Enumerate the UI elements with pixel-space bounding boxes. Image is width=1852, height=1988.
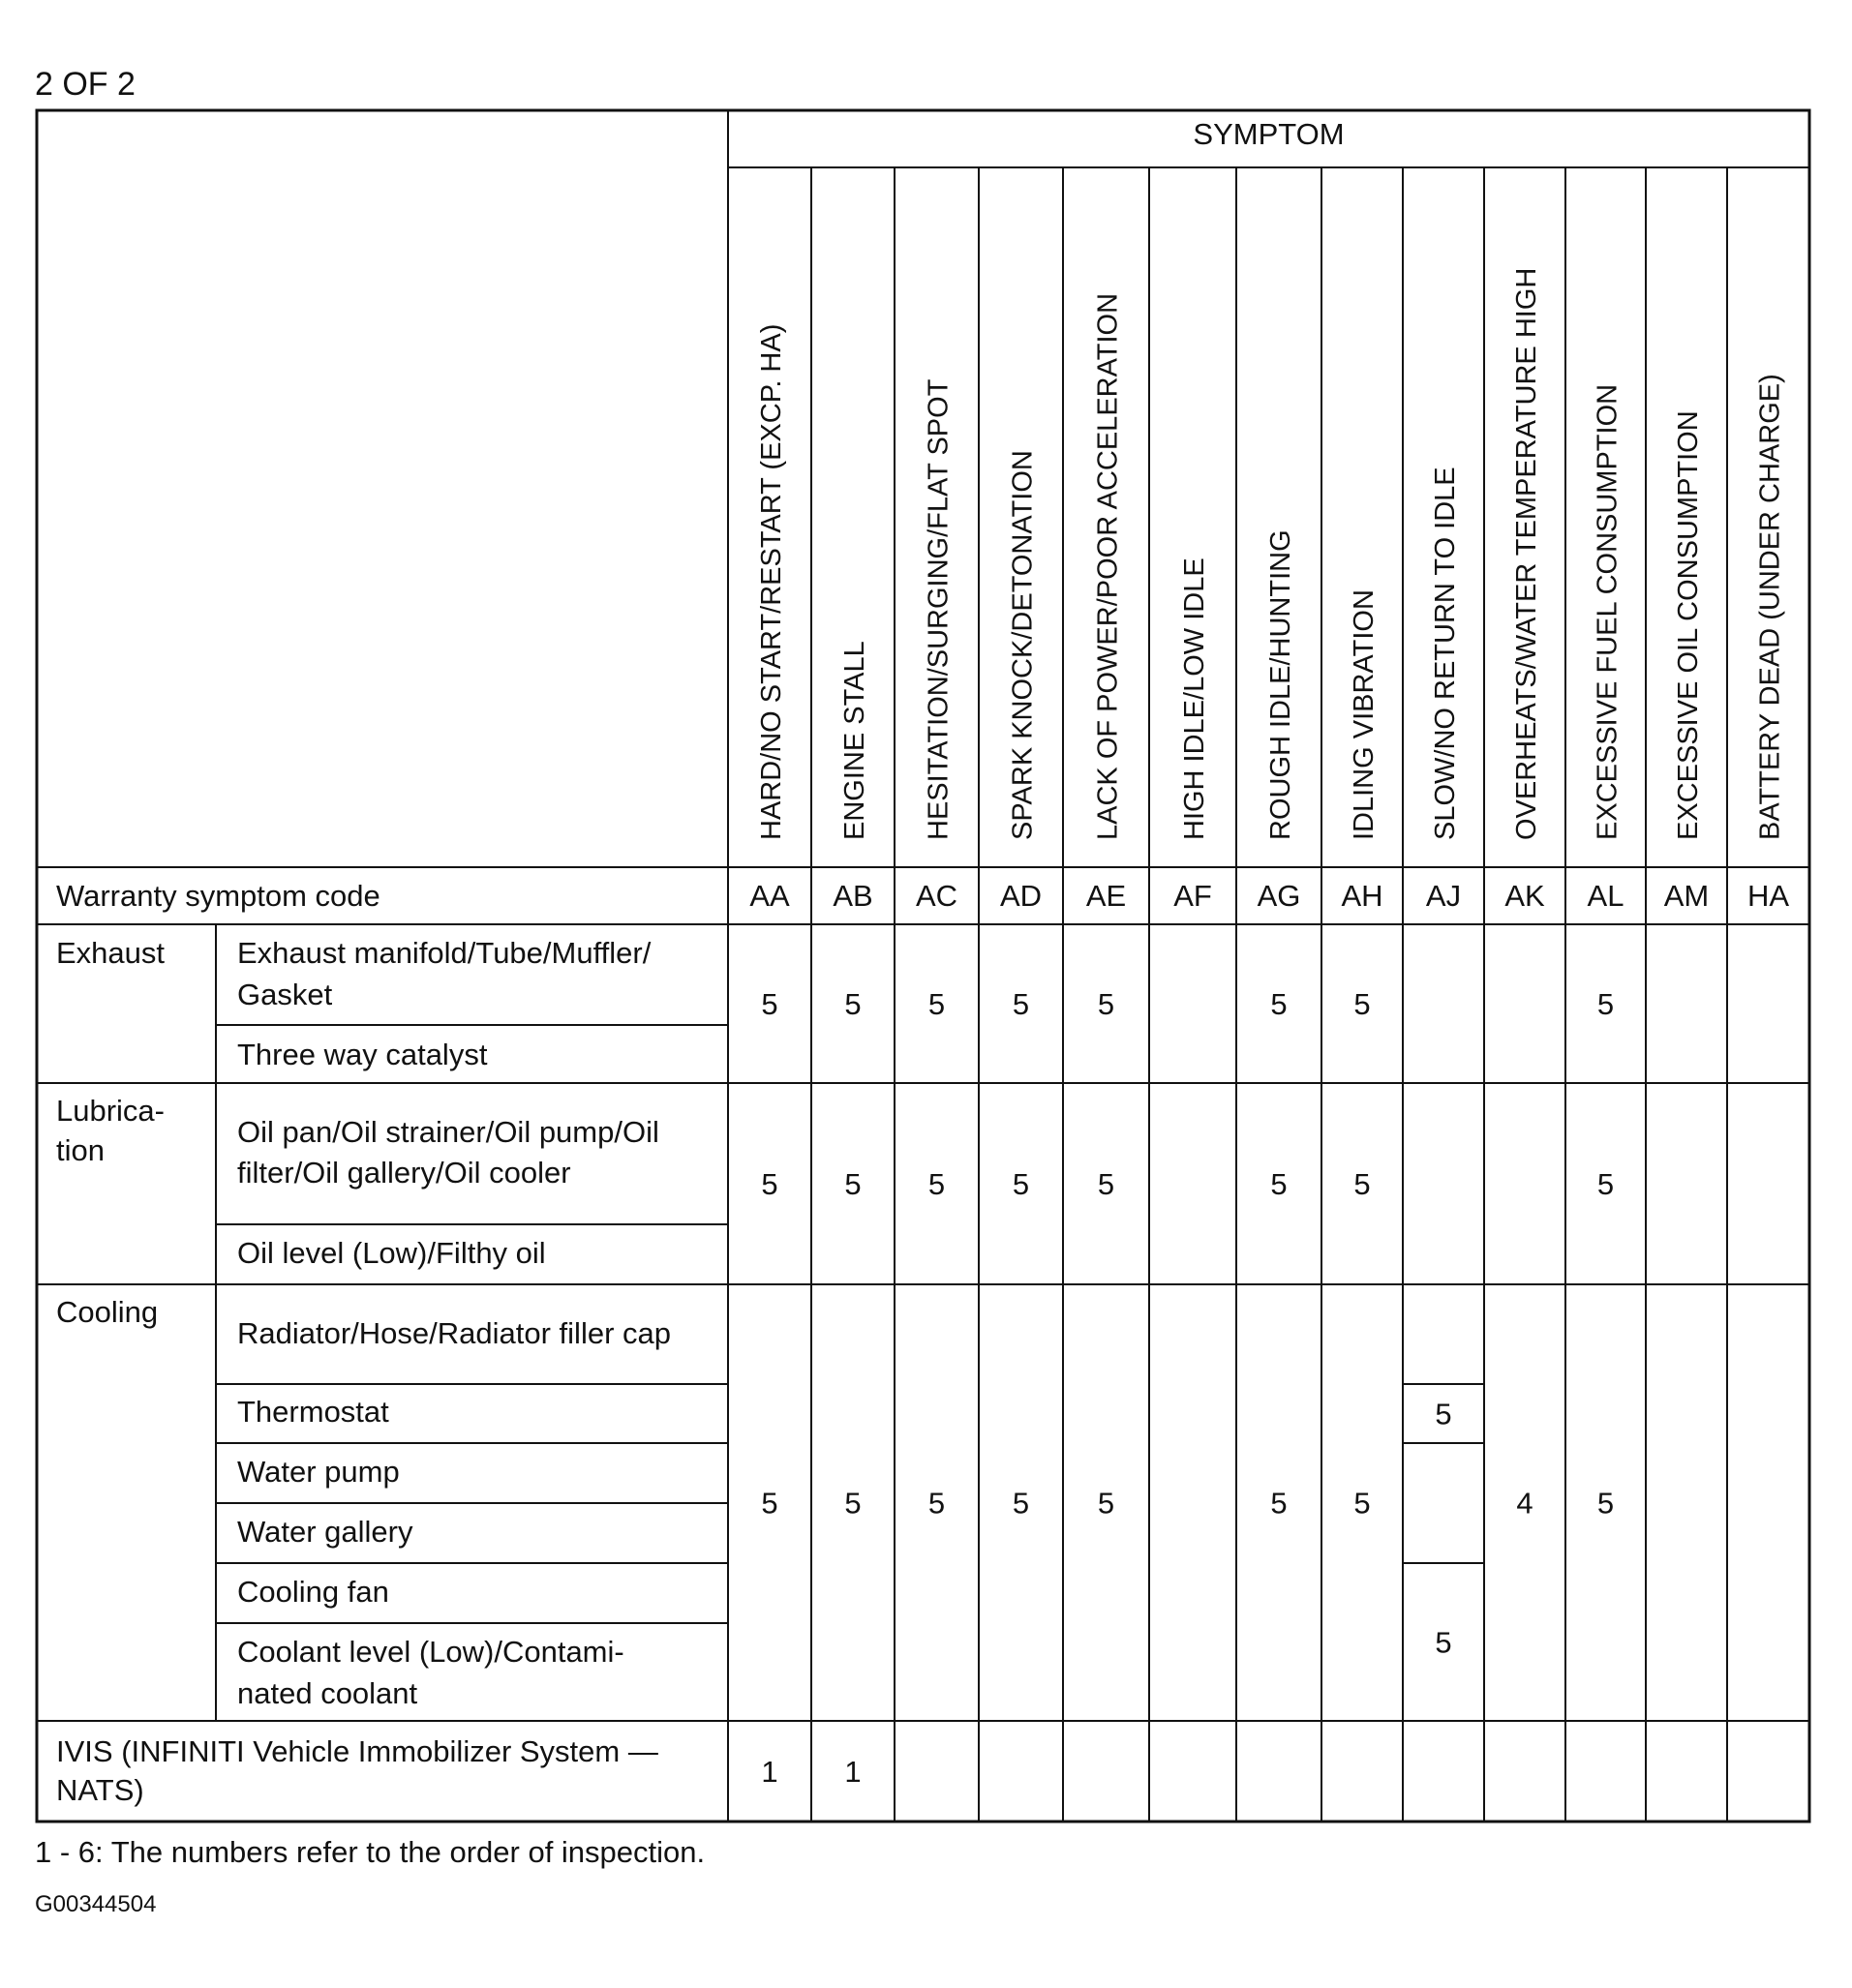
symptom-code-al: AL bbox=[1587, 879, 1624, 913]
cell-value: 5 bbox=[1353, 987, 1371, 1021]
cell-value: 5 bbox=[1097, 1167, 1115, 1201]
cell-value: 5 bbox=[1270, 1486, 1288, 1521]
column-header-am: EXCESSIVE OIL CONSUMPTION bbox=[1673, 410, 1704, 840]
cell-value: 5 bbox=[844, 1486, 862, 1521]
cell-value: 5 bbox=[1596, 1167, 1615, 1201]
cell-value: 5 bbox=[927, 987, 946, 1021]
cell-value: 5 bbox=[844, 987, 862, 1021]
group-label: Exhaust bbox=[56, 936, 166, 970]
symptom-code-aa: AA bbox=[749, 879, 790, 913]
column-header-af: HIGH IDLE/LOW IDLE bbox=[1179, 557, 1210, 840]
ivis-label: NATS) bbox=[56, 1773, 144, 1807]
footnote: 1 - 6: The numbers refer to the order of inspection. bbox=[35, 1835, 706, 1869]
column-header-ac: HESITATION/SURGING/FLAT SPOT bbox=[923, 378, 955, 840]
cell-value: 5 bbox=[1012, 1167, 1030, 1201]
symptom-code-ha: HA bbox=[1746, 879, 1790, 913]
symptom-code-ag: AG bbox=[1257, 879, 1301, 913]
symptom-code-ae: AE bbox=[1085, 879, 1127, 913]
symptom-code-ab: AB bbox=[833, 879, 873, 913]
cell-value-aj-thermostat: 5 bbox=[1435, 1397, 1452, 1431]
cell-value: 5 bbox=[1270, 987, 1288, 1021]
cell-value: 5 bbox=[1353, 1486, 1371, 1521]
column-header-al: EXCESSIVE FUEL CONSUMPTION bbox=[1592, 383, 1624, 840]
symptom-code-ad: AD bbox=[999, 879, 1043, 913]
item-label: Water pump bbox=[237, 1455, 400, 1489]
item-label: Water gallery bbox=[237, 1515, 413, 1549]
item-label: Three way catalyst bbox=[237, 1038, 488, 1071]
cell-value: 5 bbox=[761, 1167, 778, 1201]
symptom-code-ah: AH bbox=[1341, 879, 1383, 913]
cell-value: 5 bbox=[1270, 1167, 1288, 1201]
group-label: tion bbox=[56, 1133, 105, 1167]
symptom-header: SYMPTOM bbox=[1193, 117, 1345, 151]
cell-value: 4 bbox=[1516, 1486, 1533, 1521]
column-header-ab: ENGINE STALL bbox=[839, 641, 870, 840]
cell-value: 5 bbox=[1012, 987, 1030, 1021]
item-label: Oil level (Low)/Filthy oil bbox=[237, 1236, 546, 1270]
item-label: Oil pan/Oil strainer/Oil pump/Oil bbox=[237, 1115, 659, 1149]
cell-value: 5 bbox=[927, 1486, 946, 1521]
column-header-ad: SPARK KNOCK/DETONATION bbox=[1007, 450, 1039, 840]
cell-value: 5 bbox=[1596, 987, 1615, 1021]
item-label: Thermostat bbox=[237, 1395, 389, 1429]
item-label: Radiator/Hose/Radiator filler cap bbox=[237, 1316, 671, 1350]
group-label: Cooling bbox=[56, 1295, 159, 1329]
column-header-aj: SLOW/NO RETURN TO IDLE bbox=[1430, 467, 1461, 840]
ivis-label: IVIS (INFINITI Vehicle Immobilizer System — bbox=[56, 1734, 658, 1768]
column-header-ag: ROUGH IDLE/HUNTING bbox=[1265, 529, 1296, 840]
column-header-ha: BATTERY DEAD (UNDER CHARGE) bbox=[1754, 374, 1786, 840]
cell-value: 5 bbox=[1596, 1486, 1615, 1521]
cell-value: 5 bbox=[1353, 1167, 1371, 1201]
item-label: Coolant level (Low)/Contami- bbox=[237, 1635, 624, 1669]
cell-value: 5 bbox=[927, 1167, 946, 1201]
cell-value-aj-coolant: 5 bbox=[1435, 1625, 1452, 1660]
cell-value: 5 bbox=[1097, 987, 1115, 1021]
cell-value: 5 bbox=[1097, 1486, 1115, 1521]
symptom-code-aj: AJ bbox=[1425, 879, 1462, 913]
item-label: Gasket bbox=[237, 978, 333, 1011]
item-label: Cooling fan bbox=[237, 1575, 389, 1609]
symptom-code-ac: AC bbox=[915, 879, 958, 913]
item-label: filter/Oil gallery/Oil cooler bbox=[237, 1156, 571, 1190]
symptom-code-ak: AK bbox=[1504, 879, 1545, 913]
cell-value: 1 bbox=[761, 1755, 778, 1789]
column-header-ah: IDLING VIBRATION bbox=[1349, 589, 1380, 840]
item-label: nated coolant bbox=[237, 1676, 418, 1710]
item-label: Exhaust manifold/Tube/Muffler/ bbox=[237, 936, 652, 970]
symptom-code-af: AF bbox=[1173, 879, 1212, 913]
cell-value: 1 bbox=[844, 1755, 862, 1789]
group-label: Lubrica- bbox=[56, 1094, 165, 1128]
column-header-ae: LACK OF POWER/POOR ACCELERATION bbox=[1092, 292, 1124, 840]
cell-value: 5 bbox=[844, 1167, 862, 1201]
code-row-label: Warranty symptom code bbox=[56, 879, 380, 913]
cell-value: 5 bbox=[761, 1486, 778, 1521]
figure-id: G00344504 bbox=[35, 1891, 157, 1917]
page-label: 2 OF 2 bbox=[35, 66, 136, 103]
cell-value: 5 bbox=[761, 987, 778, 1021]
cell-value: 5 bbox=[1012, 1486, 1030, 1521]
symptom-code-am: AM bbox=[1663, 879, 1710, 913]
column-header-aa: HARD/NO START/RESTART (EXCP. HA) bbox=[756, 323, 787, 840]
column-header-ak: OVERHEATS/WATER TEMPERATURE HIGH bbox=[1511, 267, 1542, 840]
